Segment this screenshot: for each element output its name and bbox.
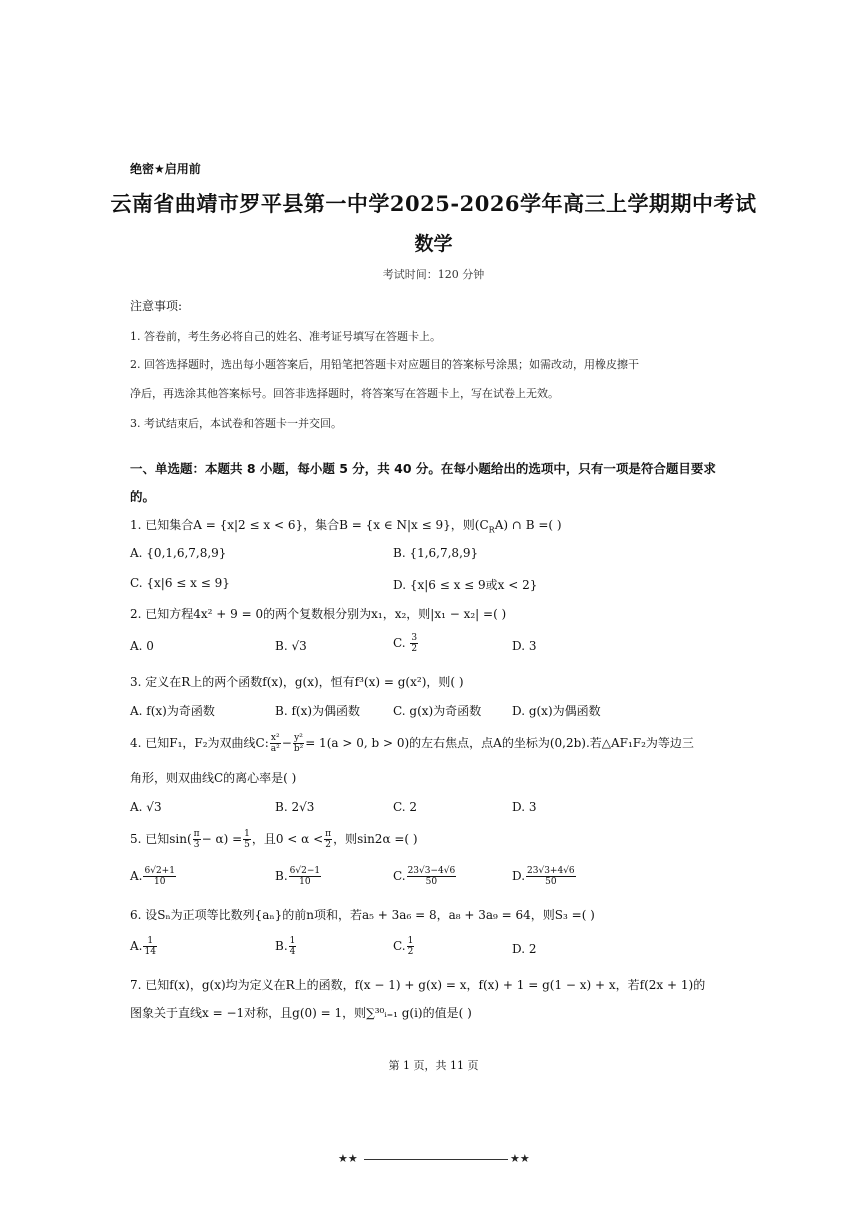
- fraction: $\frac{1}{2}$: [407, 936, 414, 957]
- bottom-decoration: [338, 1152, 533, 1168]
- question-6-stem: 6. 设Sₙ为正项等比数列{aₙ}的前n项和，若a₅ + 3a₆ = 8，a₈ + 3a₉ = 64，则S₃ =( ): [130, 908, 595, 922]
- question-4-stem-cont: 角形，则双曲线C的离心率是( ): [130, 771, 297, 785]
- question-2-option-a: A. 0: [130, 639, 154, 653]
- note-item: 3. 考试结束后，本试卷和答题卡一并交回。: [130, 417, 342, 430]
- question-5-option-c: C. $\frac{23√3-4√6}{50}$: [393, 866, 456, 887]
- question-6-option-c: C. $\frac{1}{2}$: [393, 936, 414, 957]
- question-3-option-b: B. f(x)为偶函数: [275, 704, 361, 718]
- note-item: 2. 回答选择题时，选出每小题答案后，用铅笔把答题卡对应题目的答案标号涂黑；如需改动，用橡皮擦干: [130, 358, 639, 371]
- fraction: $\frac{\text{y²}}{\text{b²}}$: [293, 733, 304, 754]
- fraction: $\frac{23√3-4√6}{50}$: [407, 866, 456, 887]
- question-7-stem-cont: 图象关于直线x = −1对称，且g(0) = 1，则∑³⁰ᵢ₌₁ g(i)的值是( ): [130, 1006, 472, 1020]
- fraction: $\frac{1}{4}$: [289, 936, 296, 957]
- question-1-option-d: D. {x|6 ≤ x ≤ 9或x < 2}: [393, 578, 538, 592]
- fraction: $\frac{3}{2}$: [411, 633, 418, 654]
- question-7-stem: 7. 已知f(x)，g(x)均为定义在R上的函数，f(x − 1) + g(x) = x，f(x) + 1 = g(1 − x) + x，若f(2x + 1)的: [130, 978, 706, 992]
- fraction: $\frac{6√2+1}{10}$: [144, 866, 175, 887]
- page-number: 第 1 页，共 11 页: [388, 1059, 479, 1072]
- note-item: 1. 答卷前，考生务必将自己的姓名、准考证号填写在答题卡上。: [130, 330, 441, 343]
- exam-title: 云南省曲靖市罗平县第一中学2025-2026学年高三上学期期中考试: [110, 191, 757, 216]
- fraction: $\frac{\text{x²}}{\text{a²}}$: [270, 733, 280, 754]
- fraction: $\frac{6√2-1}{10}$: [289, 866, 321, 887]
- question-4-option-a: A. √3: [130, 800, 162, 814]
- fraction: $\frac{\pi}{2}$: [325, 829, 332, 850]
- question-6-option-d: D. 2: [512, 942, 537, 956]
- section-heading-cont: 的。: [130, 489, 156, 504]
- question-6-option-b: B. $\frac{1}{4}$: [275, 936, 296, 957]
- question-5-stem: 5. 已知sin( $\frac{\pi}{3}$ − α) = $\frac{1}{5}$ ，且0 < α < $\frac{\pi}{2}$ ，则sin2α =( ): [130, 829, 418, 850]
- question-1-option-b: B. {1,6,7,8,9}: [393, 546, 479, 560]
- question-3-stem: 3. 定义在R上的两个函数f(x)，g(x)，恒有f³(x) = g(x²)，则( ): [130, 675, 464, 689]
- question-5-option-b: B. $\frac{6√2-1}{10}$: [275, 866, 321, 887]
- question-4-option-c: C. 2: [393, 800, 418, 814]
- question-2-stem: 2. 已知方程4x² + 9 = 0的两个复数根分别为x₁，x₂，则|x₁ − x₂| =( ): [130, 607, 507, 621]
- star-icon: ★★: [510, 1152, 530, 1165]
- question-4-option-d: D. 3: [512, 800, 537, 814]
- confidential-mark: 绝密★启用前: [130, 162, 201, 176]
- subject-title: 数学: [414, 233, 453, 255]
- question-5-option-a: A. $\frac{6√2+1}{10}$: [130, 866, 175, 887]
- notes-heading: 注意事项:: [130, 299, 183, 313]
- question-4-stem: 4. 已知F₁，F₂为双曲线C: $\frac{\text{x²}}{\text{a²}}$ − $\frac{\text{y²}}{\text{b²}}$ = 1(a > 0, b > 0)的左右焦点，点A的坐标为(0,2b).若△AF₁F₂为等边三: [130, 733, 694, 754]
- fraction: $\frac{1}{14}$: [144, 936, 156, 957]
- question-2-option-d: D. 3: [512, 639, 537, 653]
- question-3-option-c: C. g(x)为奇函数: [393, 704, 482, 718]
- question-5-option-d: D. $\frac{23√3+4√6}{50}$: [512, 866, 575, 887]
- question-1-option-c: C. {x|6 ≤ x ≤ 9}: [130, 576, 230, 590]
- question-2-option-b: B. √3: [275, 639, 307, 653]
- decorative-line: [364, 1159, 508, 1160]
- question-6-option-a: A. $\frac{1}{14}$: [130, 936, 156, 957]
- question-3-option-d: D. g(x)为偶函数: [512, 704, 601, 718]
- question-1-stem: 1. 已知集合A = {x|2 ≤ x < 6}，集合B = {x ∈ N|x ≤ 9}，则$(C_RA)$ ∩ B =( ): [130, 518, 562, 535]
- question-1-option-a: A. {0,1,6,7,8,9}: [130, 546, 227, 560]
- question-3-option-a: A. f(x)为奇函数: [130, 704, 215, 718]
- section-heading: 一、单选题：本题共 8 小题，每小题 5 分，共 40 分。在每小题给出的选项中，只有一项是符合题目要求: [130, 461, 716, 476]
- question-4-option-b: B. 2√3: [275, 800, 315, 814]
- fraction: $\frac{1}{5}$: [244, 829, 250, 850]
- note-item: 净后，再选涂其他答案标号。回答非选择题时，将答案写在答题卡上，写在试卷上无效。: [130, 387, 559, 400]
- exam-time: 考试时间：120 分钟: [382, 268, 485, 281]
- star-icon: ★★: [338, 1152, 358, 1165]
- fraction: $\frac{23√3+4√6}{50}$: [527, 866, 575, 887]
- fraction: $\frac{\pi}{3}$: [193, 829, 200, 850]
- question-2-option-c: C. $\frac{3}{2}$: [393, 633, 418, 654]
